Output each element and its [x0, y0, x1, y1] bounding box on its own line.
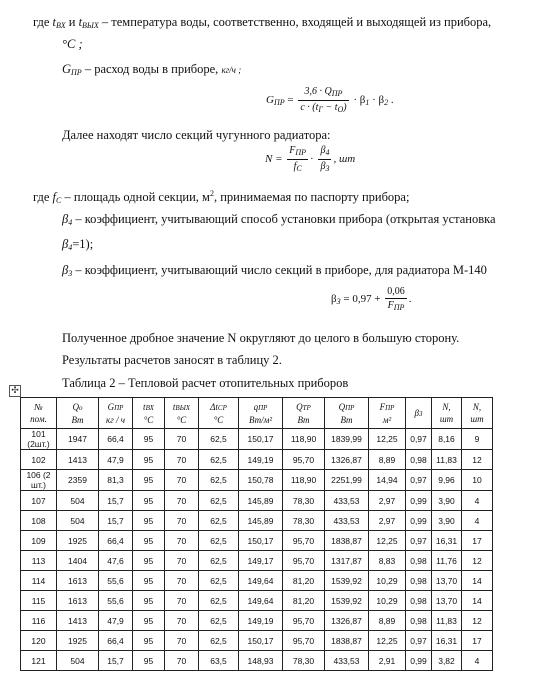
table-cell: 70 — [165, 511, 199, 531]
table-cell: 62,5 — [199, 470, 239, 491]
table-cell: 148,93 — [239, 651, 283, 671]
table-cell: 2,91 — [369, 651, 406, 671]
table-cell: 109 — [21, 531, 57, 551]
table-cell: 62,5 — [199, 591, 239, 611]
header-cell: Qо Вт — [57, 398, 99, 429]
text-line-beta4-value: $\beta_4=1$); — [62, 237, 94, 252]
table-cell: 12 — [462, 450, 493, 470]
text-line-beta4: $\beta_4$ – коэффициент, учитывающий способ установки прибора (открытая установка — [62, 212, 496, 227]
table-cell: 70 — [165, 531, 199, 551]
unit-kg-per-hour: кг/ч ; — [221, 65, 242, 75]
table-cell: 150,17 — [239, 531, 283, 551]
table-cell: 1839,99 — [325, 429, 369, 450]
table-cell: 4 — [462, 651, 493, 671]
table-cell: 1317,87 — [325, 551, 369, 571]
header-cell: tВХ °С — [133, 398, 165, 429]
table-cell: 0,97 — [406, 631, 432, 651]
table-cell: 95 — [133, 591, 165, 611]
table-cell: 17 — [462, 631, 493, 651]
table-cell: 66,4 — [99, 631, 133, 651]
header-cell: QТР Вт — [283, 398, 325, 429]
move-table-icon[interactable]: ✣ — [9, 385, 21, 397]
table-cell: 8,89 — [369, 611, 406, 631]
text-line-section-count: Далее находят число секций чугунного радиатора: — [62, 128, 331, 142]
table-cell: 0,99 — [406, 511, 432, 531]
table-row — [21, 491, 493, 511]
table-cell: 95,70 — [283, 611, 325, 631]
table-cell: 95 — [133, 491, 165, 511]
header-cell: № пом. — [21, 398, 57, 429]
table-cell: 95 — [133, 631, 165, 651]
table-cell: 504 — [57, 651, 99, 671]
table-cell: 14 — [462, 591, 493, 611]
formula1-beta2: · β — [372, 94, 385, 107]
table-cell: 1326,87 — [325, 611, 369, 631]
table-cell: 95 — [133, 511, 165, 531]
table-cell: 95,70 — [283, 551, 325, 571]
unit-celsius: °С ; — [62, 37, 83, 51]
table-cell: 47,9 — [99, 450, 133, 470]
table-cell: 1539,92 — [325, 591, 369, 611]
table-cell: 0,97 — [406, 470, 432, 491]
table-row — [21, 631, 493, 651]
table-cell: 145,89 — [239, 491, 283, 511]
table-cell: 13,70 — [432, 571, 462, 591]
table-cell: 1613 — [57, 571, 99, 591]
table-cell: 2,97 — [369, 491, 406, 511]
table-cell: 95 — [133, 450, 165, 470]
table-cell: 70 — [165, 611, 199, 631]
table-cell: 12,25 — [369, 429, 406, 450]
formula2-unit: , шт — [333, 153, 356, 166]
temperature-definition: – температура воды, соответственно, входящей и выходящей из прибора, — [101, 15, 492, 29]
header-cell: tВЫХ °С — [165, 398, 199, 429]
table-cell: 14,94 — [369, 470, 406, 491]
table-cell: 55,6 — [99, 571, 133, 591]
text-line-where-temperatures — [33, 14, 491, 34]
table-cell: 2359 — [57, 470, 99, 491]
formula-beta3: $\beta_3 = 0,97$ + $\frac{0,06}{F_{ПР}}$ . — [331, 285, 412, 312]
table-cell: 95 — [133, 470, 165, 491]
text-line-section-area: где $f_С$ – площадь одной секции, $м^2$, принимаемая по паспорту прибора; — [33, 189, 410, 205]
word-and: и — [68, 15, 76, 29]
header-cell: ΔtСР °С — [199, 398, 239, 429]
heating-devices-table — [20, 397, 493, 671]
table-cell: 11,76 — [432, 551, 462, 571]
table-cell: 1838,87 — [325, 631, 369, 651]
formula1-numerator: $3,6 \cdot Q_{ПР}$ — [298, 85, 348, 101]
table-cell: 12,25 — [369, 631, 406, 651]
table-cell: 16,31 — [432, 631, 462, 651]
table-row — [21, 450, 493, 470]
formula3-fraction: $\frac{0,06}{F_{ПР}}$ — [387, 285, 405, 312]
table-cell: 3,90 — [432, 511, 462, 531]
table-cell: 12 — [462, 611, 493, 631]
table-cell: 13,70 — [432, 591, 462, 611]
table-cell: 12 — [462, 551, 493, 571]
table-cell: 0,98 — [406, 591, 432, 611]
table-header-row — [21, 398, 493, 429]
table-cell: 47,9 — [99, 611, 133, 631]
table-cell: 9 — [462, 429, 493, 450]
table-cell: 102 — [21, 450, 57, 470]
table-cell: 1413 — [57, 450, 99, 470]
table-cell: 504 — [57, 511, 99, 531]
table-cell: 62,5 — [199, 611, 239, 631]
table-cell: 62,5 — [199, 551, 239, 571]
table-cell: 95,70 — [283, 450, 325, 470]
table-cell: 70 — [165, 429, 199, 450]
table-cell: 15,7 — [99, 491, 133, 511]
table-cell: 10 — [462, 470, 493, 491]
table-cell: 0,97 — [406, 429, 432, 450]
table-cell: 70 — [165, 571, 199, 591]
table-cell: 1838,87 — [325, 531, 369, 551]
table-row — [21, 511, 493, 531]
table-cell: 70 — [165, 551, 199, 571]
header-cell: β3 — [406, 398, 432, 429]
header-cell: FПР м² — [369, 398, 406, 429]
table-cell: 1925 — [57, 631, 99, 651]
table-cell: 95 — [133, 651, 165, 671]
text-line-beta3: $\beta_3$ – коэффициент, учитывающий число секций в приборе, для радиатора М-140 — [62, 263, 487, 278]
table-caption: Таблица 2 – Тепловой расчет отопительных приборов — [62, 376, 349, 390]
table-cell: 62,5 — [199, 491, 239, 511]
formula1-beta2-sub: 2 — [384, 98, 389, 108]
table-cell: 115 — [21, 591, 57, 611]
table-cell: 2251,99 — [325, 470, 369, 491]
table-cell: 14 — [462, 571, 493, 591]
table-row — [21, 429, 493, 450]
table-cell: 1326,87 — [325, 450, 369, 470]
table-cell: 8,16 — [432, 429, 462, 450]
table-cell: 1925 — [57, 531, 99, 551]
text-line-results: Результаты расчетов заносят в таблицу 2. — [62, 353, 282, 367]
table-cell: 81,3 — [99, 470, 133, 491]
table-cell: 121 — [21, 651, 57, 671]
table-cell: 4 — [462, 491, 493, 511]
table-cell: 8,83 — [369, 551, 406, 571]
table-cell: 116 — [21, 611, 57, 631]
table-cell: 95 — [133, 571, 165, 591]
header-cell: N, шт — [432, 398, 462, 429]
table-cell: 120 — [21, 631, 57, 651]
formula2-fraction-area: $\frac{F_{ПР}}{f_С}$ — [289, 145, 307, 173]
table-cell: 0,98 — [406, 571, 432, 591]
table-cell: 113 — [21, 551, 57, 571]
table-cell: 62,5 — [199, 429, 239, 450]
table-cell: 11,83 — [432, 611, 462, 631]
table-cell: 70 — [165, 591, 199, 611]
table-cell: 62,5 — [199, 571, 239, 591]
table-cell: 149,64 — [239, 591, 283, 611]
header-cell: QПР Вт — [325, 398, 369, 429]
table-cell: 8,89 — [369, 450, 406, 470]
table-cell: 433,53 — [325, 651, 369, 671]
table-cell: 145,89 — [239, 511, 283, 531]
word-where: где — [33, 15, 50, 29]
table-cell: 1539,92 — [325, 571, 369, 591]
formula-flow-rate: $G_{ПР}$ = $\frac{3,6 \cdot Q_{ПР}}{с \cdot (t_Г - t_О)}$ · $\beta_1 \cdot \beta_2$ . — [266, 86, 394, 114]
table-cell: 16,31 — [432, 531, 462, 551]
table-cell: 95,70 — [283, 631, 325, 651]
flow-definition: – расход воды в приборе, — [84, 62, 219, 76]
table-cell: 95,70 — [283, 531, 325, 551]
table-row — [21, 591, 493, 611]
table-cell: 3,90 — [432, 491, 462, 511]
table-row — [21, 611, 493, 631]
table-cell: 150,17 — [239, 631, 283, 651]
table-cell: 0,99 — [406, 491, 432, 511]
table-cell: 433,53 — [325, 491, 369, 511]
table-cell: 11,83 — [432, 450, 462, 470]
table-cell: 150,78 — [239, 470, 283, 491]
header-cell: N, шт — [462, 398, 493, 429]
table-cell: 70 — [165, 470, 199, 491]
table-cell: 10,29 — [369, 591, 406, 611]
table-cell: 62,5 — [199, 531, 239, 551]
table-cell: 0,97 — [406, 531, 432, 551]
table-cell: 149,64 — [239, 571, 283, 591]
symbol-g: G — [62, 62, 72, 76]
table-cell: 1404 — [57, 551, 99, 571]
table-cell: 78,30 — [283, 651, 325, 671]
table-cell: 95 — [133, 429, 165, 450]
table-row — [21, 651, 493, 671]
table-cell: 1947 — [57, 429, 99, 450]
table-cell: 0,99 — [406, 651, 432, 671]
table-cell: 107 — [21, 491, 57, 511]
header-cell: GПР кг / ч — [99, 398, 133, 429]
symbol-g-sub: ПР — [71, 68, 82, 77]
table-cell: 63,5 — [199, 651, 239, 671]
table-cell: 70 — [165, 631, 199, 651]
table-cell: 101 (2шт.) — [21, 429, 57, 450]
table-cell: 149,19 — [239, 450, 283, 470]
table-cell: 70 — [165, 651, 199, 671]
symbol-t-out-sub: ВЫХ — [82, 21, 99, 30]
table-cell: 95 — [133, 611, 165, 631]
table-cell: 9,96 — [432, 470, 462, 491]
formula1-period: . — [390, 94, 394, 107]
table-cell: 118,90 — [283, 429, 325, 450]
table-cell: 15,7 — [99, 511, 133, 531]
table-row — [21, 531, 493, 551]
formula1-fraction — [298, 85, 348, 116]
table-cell: 62,5 — [199, 631, 239, 651]
table-cell: 150,17 — [239, 429, 283, 450]
table-cell: 0,98 — [406, 551, 432, 571]
table-cell: 78,30 — [283, 491, 325, 511]
text-line-rounding: Полученное дробное значение N округляют до целого в большую сторону. — [62, 331, 460, 345]
table-cell: 47,6 — [99, 551, 133, 571]
table-cell: 149,17 — [239, 551, 283, 571]
formula2-fraction-beta: $\frac{\beta_4}{\beta_3}$ — [320, 145, 330, 173]
table-cell: 106 (2 шт.) — [21, 470, 57, 491]
table-cell: 3,82 — [432, 651, 462, 671]
table-cell: 4 — [462, 511, 493, 531]
formula-section-number: N = $\frac{F_{ПР}}{f_С}$ · $\frac{\beta_4}{\beta_3}$ , шт — [265, 145, 356, 173]
table-cell: 70 — [165, 450, 199, 470]
symbol-t-out: t — [78, 15, 83, 29]
formula1-denominator: $с \cdot (t_Г - t_О)$ — [300, 102, 347, 114]
table-cell: 66,4 — [99, 429, 133, 450]
table-cell: 55,6 — [99, 591, 133, 611]
table-cell: 114 — [21, 571, 57, 591]
table-cell: 15,7 — [99, 651, 133, 671]
formula1-beta1-sub: 1 — [365, 98, 370, 108]
table-cell: 1613 — [57, 591, 99, 611]
table-cell: 17 — [462, 531, 493, 551]
table-cell: 95 — [133, 551, 165, 571]
table-cell: 78,30 — [283, 511, 325, 531]
table-row — [21, 551, 493, 571]
table-cell: 0,98 — [406, 450, 432, 470]
table-cell: 1413 — [57, 611, 99, 631]
table-cell: 108 — [21, 511, 57, 531]
table-body — [21, 429, 493, 671]
table-cell: 2,97 — [369, 511, 406, 531]
table-cell: 95 — [133, 531, 165, 551]
table-cell: 12,25 — [369, 531, 406, 551]
table-cell: 62,5 — [199, 511, 239, 531]
table-cell: 0,98 — [406, 611, 432, 631]
table-row — [21, 571, 493, 591]
table-cell: 149,19 — [239, 611, 283, 631]
table-cell: 66,4 — [99, 531, 133, 551]
table-row — [21, 470, 493, 491]
table-cell: 10,29 — [369, 571, 406, 591]
symbol-t-in-sub: ВХ — [56, 21, 66, 30]
text-line-water-flow — [62, 61, 241, 81]
table-cell: 504 — [57, 491, 99, 511]
table-cell: 70 — [165, 491, 199, 511]
table-cell: 81,20 — [283, 571, 325, 591]
symbol-t-in: t — [52, 15, 57, 29]
table-cell: 62,5 — [199, 450, 239, 470]
formula1-beta1: · β — [353, 94, 366, 107]
formula1-lhs-sub: ПР — [273, 98, 285, 108]
table-cell: 433,53 — [325, 511, 369, 531]
header-cell: qПР Вт/м² — [239, 398, 283, 429]
table-cell: 81,20 — [283, 591, 325, 611]
table-cell: 118,90 — [283, 470, 325, 491]
formula2-lhs: N = — [265, 153, 283, 166]
formula1-lhs: G — [266, 94, 274, 107]
